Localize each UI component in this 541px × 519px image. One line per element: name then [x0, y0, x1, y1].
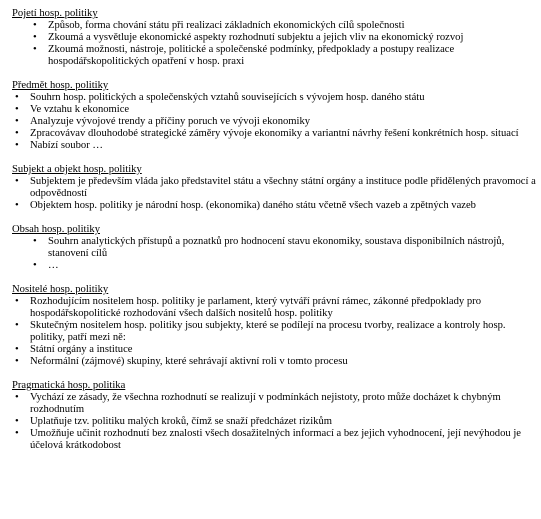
list-item [0, 20, 541, 32]
list-item [0, 260, 541, 272]
list-item [0, 176, 541, 200]
bullet-icon: • [15, 116, 19, 127]
list-item [0, 320, 541, 344]
list-item [0, 44, 541, 68]
list-item [0, 200, 541, 212]
bullet-icon: • [33, 32, 37, 43]
list-item [0, 104, 541, 116]
list-item-text: … [48, 260, 59, 271]
bullet-icon: • [33, 260, 37, 271]
list-item [0, 128, 541, 140]
list-item-text: Souhrn analytických přístupů a poznatků pro hodnocení stavu ekonomiky, soustava disponibilních nástrojů, stanovení cílů [48, 236, 505, 259]
bullet-icon: • [15, 356, 19, 367]
list-item-text: Skutečným nositelem hosp. politiky jsou subjekty, které se podílejí na procesu tvorby, realizace a kontroly hosp. politiky, patří mezi ně: [30, 320, 506, 343]
list-item-text: Způsob, forma chování státu při realizaci základních ekonomických cílů společnosti [48, 20, 405, 31]
section-heading: Obsah hosp. politiky [12, 224, 100, 235]
list-item-text: Zkoumá možnosti, nástroje, politické a společenské podmínky, předpoklady a postupy realizace hospodářskopolitických opatření v hosp. praxi [48, 44, 455, 67]
bullet-icon: • [15, 428, 19, 439]
section-gap [0, 212, 541, 224]
list-item-text: Státní orgány a instituce [30, 344, 133, 355]
list-item-text: Zkoumá a vysvětluje ekonomické aspekty rozhodnutí subjektu a jejich vliv na ekonomický rozvoj [48, 32, 464, 43]
list-item [0, 344, 541, 356]
list-item-text: Neformální (zájmové) skupiny, které sehrávají aktivní roli v tomto procesu [30, 356, 348, 367]
bullet-icon: • [15, 140, 19, 151]
bullet-icon: • [15, 344, 19, 355]
section [0, 380, 541, 452]
list-item [0, 92, 541, 104]
list-item [0, 428, 541, 452]
list-item-text: Rozhodujícím nositelem hosp. politiky je parlament, který vytváří právní rámec, zákonné předpoklady pro hospodářskopolitické rozhodování všech dalších nositelů hosp. politiky [30, 296, 481, 319]
section-heading: Pragmatická hosp. politika [12, 380, 126, 391]
section-gap [0, 368, 541, 380]
section-heading: Pojetí hosp. politiky [12, 8, 98, 19]
list-item [0, 296, 541, 320]
list-item [0, 356, 541, 368]
section [0, 164, 541, 212]
bullet-icon: • [15, 128, 19, 139]
bullet-list [0, 20, 541, 68]
list-item-text: Objektem hosp. politiky je národní hosp. (ekonomika) daného státu včetně všech vazeb a zpětných vazeb [30, 200, 476, 211]
bullet-list [0, 392, 541, 452]
bullet-icon: • [33, 20, 37, 31]
list-item-text: Umožňuje učinit rozhodnutí bez znalosti všech dosažitelných informací a bez jejich vyhodnocení, její nevýhodou je účelová krátkodobost [30, 428, 521, 451]
bullet-list [0, 176, 541, 212]
bullet-icon: • [33, 44, 37, 55]
section-gap [0, 68, 541, 80]
list-item-text: Subjektem je především vláda jako představitel státu a všechny státní orgány a instituce podle přidělených pravomocí a odpovědností [30, 176, 536, 199]
list-item [0, 32, 541, 44]
list-item-text: Analyzuje vývojové trendy a příčiny poruch ve vývoji ekonomiky [30, 116, 311, 127]
list-item [0, 140, 541, 152]
list-item-text: Ve vztahu k ekonomice [30, 104, 130, 115]
list-item-text: Nabízí soubor … [30, 140, 103, 151]
list-item-text: Zpracovávav dlouhodobé strategické záměry vývoje ekonomiky a variantní návrhy řešení konkrétních hosp. situací [30, 128, 519, 139]
bullet-icon: • [15, 320, 19, 331]
bullet-icon: • [15, 92, 19, 103]
section [0, 284, 541, 368]
bullet-list [0, 236, 541, 272]
list-item-text: Uplatňuje tzv. politiku malých kroků, čímž se snaží předcházet rizikům [30, 416, 333, 427]
bullet-list [0, 92, 541, 152]
list-item-text: Souhrn hosp. politických a společenských vztahů souvisejících s vývojem hosp. daného státu [30, 92, 425, 103]
list-item [0, 392, 541, 416]
section-heading: Subjekt a objekt hosp. politiky [12, 164, 142, 175]
section [0, 224, 541, 272]
section-gap [0, 272, 541, 284]
bullet-list [0, 296, 541, 368]
bullet-icon: • [15, 200, 19, 211]
section-heading: Předmět hosp. politiky [12, 80, 109, 91]
list-item [0, 236, 541, 260]
section [0, 8, 541, 68]
bullet-icon: • [15, 176, 19, 187]
bullet-icon: • [15, 392, 19, 403]
section [0, 80, 541, 152]
bullet-icon: • [15, 104, 19, 115]
section-heading: Nositelé hosp. politiky [12, 284, 109, 295]
list-item [0, 416, 541, 428]
list-item [0, 116, 541, 128]
bullet-icon: • [15, 296, 19, 307]
bullet-icon: • [33, 236, 37, 247]
list-item-text: Vychází ze zásady, že všechna rozhodnutí se realizují v podmínkách nejistoty, proto může docházet k chybným rozhodnutím [30, 392, 501, 415]
section-gap [0, 152, 541, 164]
bullet-icon: • [15, 416, 19, 427]
